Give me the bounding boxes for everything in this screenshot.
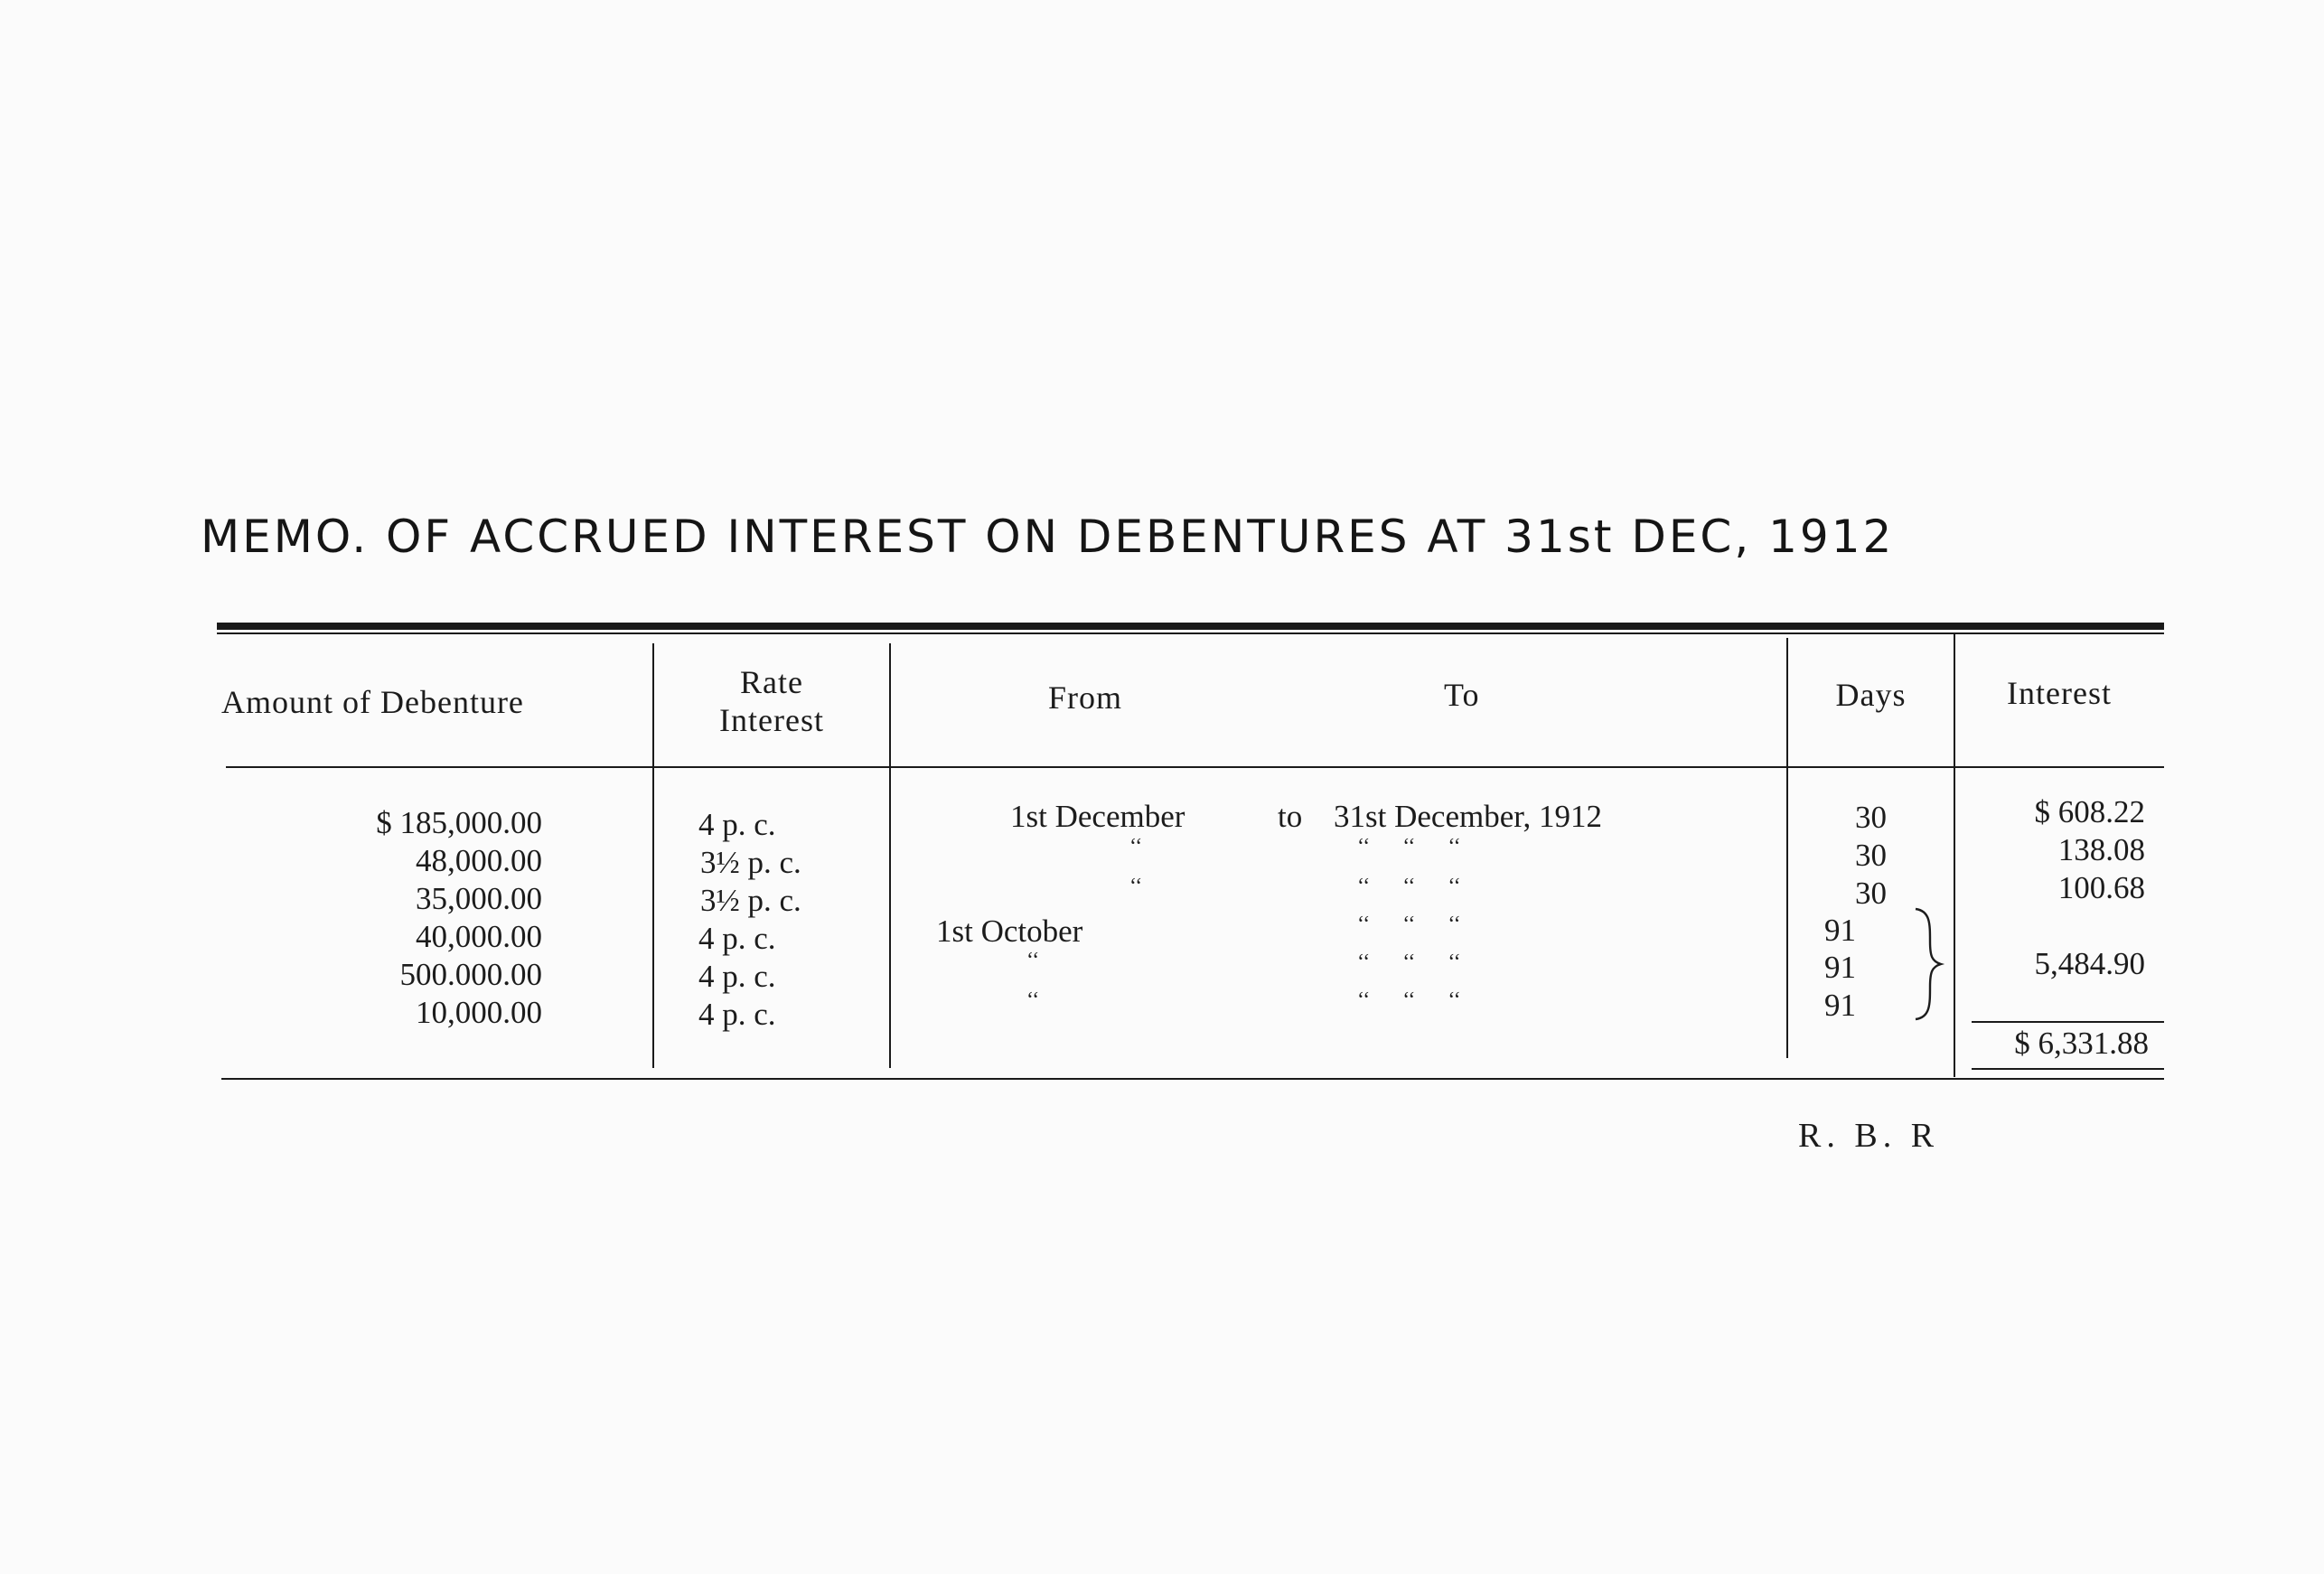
header-to: To: [1444, 677, 1480, 713]
top-thin-rule: [217, 632, 2164, 634]
row-3-from: ‘‘: [1129, 875, 1143, 898]
row-4-from: 1st October: [936, 913, 1083, 949]
top-thick-rule: [217, 623, 2164, 630]
total-rule: [1972, 1021, 2164, 1023]
row-3-interest: 100.68: [2057, 870, 2145, 905]
row-1-to-word: to: [1278, 799, 1303, 834]
row-1-days: 30: [1855, 800, 1887, 835]
row-3-rate: 3½ p. c.: [700, 883, 801, 918]
row-6-to: ‘‘ ‘‘ ‘‘: [1357, 988, 1461, 1012]
days-group-brace: [1910, 905, 1946, 1023]
row-5-amount: 500.000.00: [399, 957, 542, 992]
row-5-from: ‘‘: [1026, 949, 1040, 972]
total-interest: $ 6,331.88: [2014, 1026, 2149, 1061]
row-4-rate: 4 p. c.: [698, 921, 776, 956]
row-3-days: 30: [1855, 876, 1887, 911]
total-underline: [1972, 1068, 2164, 1070]
signature-initials: R. B. R: [1798, 1117, 1940, 1155]
row-4-to: ‘‘ ‘‘ ‘‘: [1357, 913, 1461, 936]
header-rule: [226, 766, 2164, 768]
bottom-rule: [221, 1078, 2164, 1080]
row-1-amount: $ 185,000.00: [376, 805, 542, 840]
header-interest: Interest: [2007, 675, 2112, 711]
row-4-days: 91: [1824, 913, 1856, 948]
row-3-to: ‘‘ ‘‘ ‘‘: [1357, 875, 1461, 898]
row-2-from: ‘‘: [1129, 835, 1143, 858]
row-6-from: ‘‘: [1026, 988, 1040, 1012]
row-1-from: 1st December: [1010, 799, 1185, 834]
row-2-rate: 3½ p. c.: [700, 845, 801, 880]
row-4-amount: 40,000.00: [416, 919, 542, 954]
row-1-interest: $ 608.22: [2034, 794, 2145, 829]
header-rate-line2: Interest: [719, 702, 824, 738]
row-2-days: 30: [1855, 838, 1887, 873]
row-6-amount: 10,000.00: [416, 995, 542, 1030]
header-days: Days: [1835, 677, 1907, 713]
row-5-days: 91: [1824, 950, 1856, 985]
row-6-rate: 4 p. c.: [698, 997, 776, 1032]
column-divider-2: [889, 643, 891, 1068]
row-5-to: ‘‘ ‘‘ ‘‘: [1357, 951, 1461, 974]
row-2-amount: 48,000.00: [416, 843, 542, 878]
row-5-interest: 5,484.90: [2034, 946, 2145, 981]
row-5-rate: 4 p. c.: [698, 959, 776, 994]
page-title: MEMO. OF ACCRUED INTEREST ON DEBENTURES AT 31st DEC, 1912: [201, 511, 1895, 563]
header-amount: Amount of Debenture: [221, 684, 524, 720]
header-from: From: [1048, 679, 1123, 716]
row-6-days: 91: [1824, 988, 1856, 1023]
row-1-rate: 4 p. c.: [698, 807, 776, 842]
row-2-interest: 138.08: [2057, 832, 2145, 867]
row-3-amount: 35,000.00: [416, 881, 542, 916]
row-2-to: ‘‘ ‘‘ ‘‘: [1357, 835, 1461, 858]
header-rate-line1: Rate: [740, 664, 803, 700]
row-1-to: 31st December, 1912: [1334, 799, 1602, 834]
